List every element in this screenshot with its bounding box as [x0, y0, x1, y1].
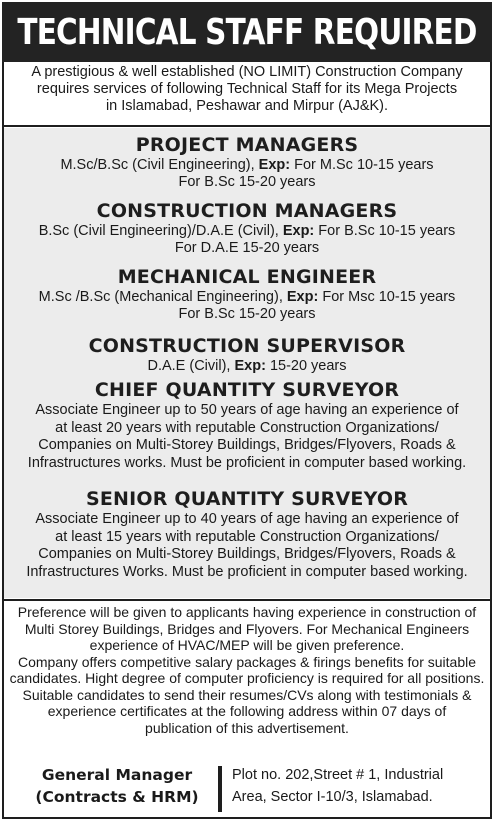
notes-line: Suitable candidates to send their resumes/CVs along with testimonials &: [22, 686, 472, 703]
position-requirements: B.Sc (Civil Engineering)/D.A.E (Civil), Exp: For B.Sc 10-15 years: [38, 223, 456, 239]
position-description-line: Associate Engineer up to 50 years of age having an experience of: [35, 402, 459, 418]
intro-line: in Islamabad, Peshawar and Mirpur (AJ&K).: [105, 98, 389, 114]
position-project-managers: [4, 134, 490, 191]
contact-footer: [4, 762, 490, 816]
position-requirements-extra: For B.Sc 15-20 years: [178, 306, 316, 322]
position-description-line: Companies on Multi-Storey Buildings, Bridges/Flyovers, Roads &: [38, 546, 456, 562]
position-description-line: Companies on Multi-Storey Buildings, Bridges/Flyovers, Roads &: [38, 437, 456, 453]
position-heading: PROJECT MANAGERS: [135, 134, 359, 156]
contact-dept: (Contracts & HRM): [35, 788, 199, 806]
notes-text: [4, 604, 490, 736]
position-requirements-extra: For B.Sc 15-20 years: [178, 174, 316, 190]
position-description-line: Associate Engineer up to 40 years of age having an experience of: [35, 511, 459, 527]
notes-line: Company offers competitive salary packages & firings benefits for suitable: [17, 653, 477, 670]
notes-line: experience of HVAC/MEP will be given preference.: [89, 637, 405, 653]
contact-address: [232, 764, 487, 808]
title-banner: [2, 2, 492, 62]
position-construction-managers: [4, 200, 490, 257]
position-senior-quantity-surveyor: [4, 488, 490, 581]
notes-line: publication of this advertisement.: [145, 719, 349, 736]
position-heading: MECHANICAL ENGINEER: [117, 266, 377, 288]
position-description-line: at least 15 years with reputable Construction Organizations/: [55, 528, 439, 545]
intro-line: A prestigious & well established (NO LIMIT) Construction Company: [31, 64, 463, 80]
notes-line: experience certificates at the following address within 07 days of: [47, 703, 447, 719]
intro-text: [6, 64, 488, 115]
divider-top: [2, 125, 492, 127]
position-requirements: D.A.E (Civil), Exp: 15-20 years: [147, 358, 347, 374]
contact-person: [22, 764, 212, 808]
position-construction-supervisor: [4, 335, 490, 375]
position-description-line: at least 20 years with reputable Construction Organizations/: [55, 419, 439, 436]
contact-separator: [218, 766, 222, 812]
notes-line: Preference will be given to applicants having experience in construction of: [17, 604, 477, 620]
contact-name: General Manager: [41, 766, 193, 784]
position-requirements: M.Sc/B.Sc (Civil Engineering), Exp: For M.Sc 10-15 years: [60, 157, 434, 173]
position-description-line: Infrastructures Works. Must be proficient in computer based working.: [26, 563, 468, 580]
position-chief-quantity-surveyor: [4, 379, 490, 472]
position-heading: CONSTRUCTION MANAGERS: [96, 200, 398, 222]
intro-line: requires services of following Technical Staff for its Mega Projects: [36, 81, 458, 97]
position-heading: CONSTRUCTION SUPERVISOR: [88, 335, 406, 357]
page-title: TECHNICAL STAFF REQUIRED: [17, 11, 477, 53]
notes-line: Multi Storey Buildings, Bridges and Flyovers. For Mechanical Engineers: [24, 620, 470, 637]
position-requirements-extra: For D.A.E 15-20 years: [174, 240, 320, 256]
position-requirements: M.Sc /B.Sc (Mechanical Engineering), Exp: For Msc 10-15 years: [38, 289, 456, 305]
position-heading: SENIOR QUANTITY SURVEYOR: [85, 488, 409, 510]
address-line: Plot no. 202,Street # 1, Industrial: [232, 767, 444, 783]
position-description-line: Infrastructures works. Must be proficient in computer based working.: [27, 454, 467, 471]
notes-line: candidates. Hight degree of computer proficiency is required for all positions.: [9, 670, 485, 686]
position-mechanical-engineer: [4, 266, 490, 323]
position-heading: CHIEF QUANTITY SURVEYOR: [94, 379, 400, 401]
address-line: Area, Sector I-10/3, Islamabad.: [232, 789, 433, 805]
divider-bottom: [2, 599, 492, 601]
